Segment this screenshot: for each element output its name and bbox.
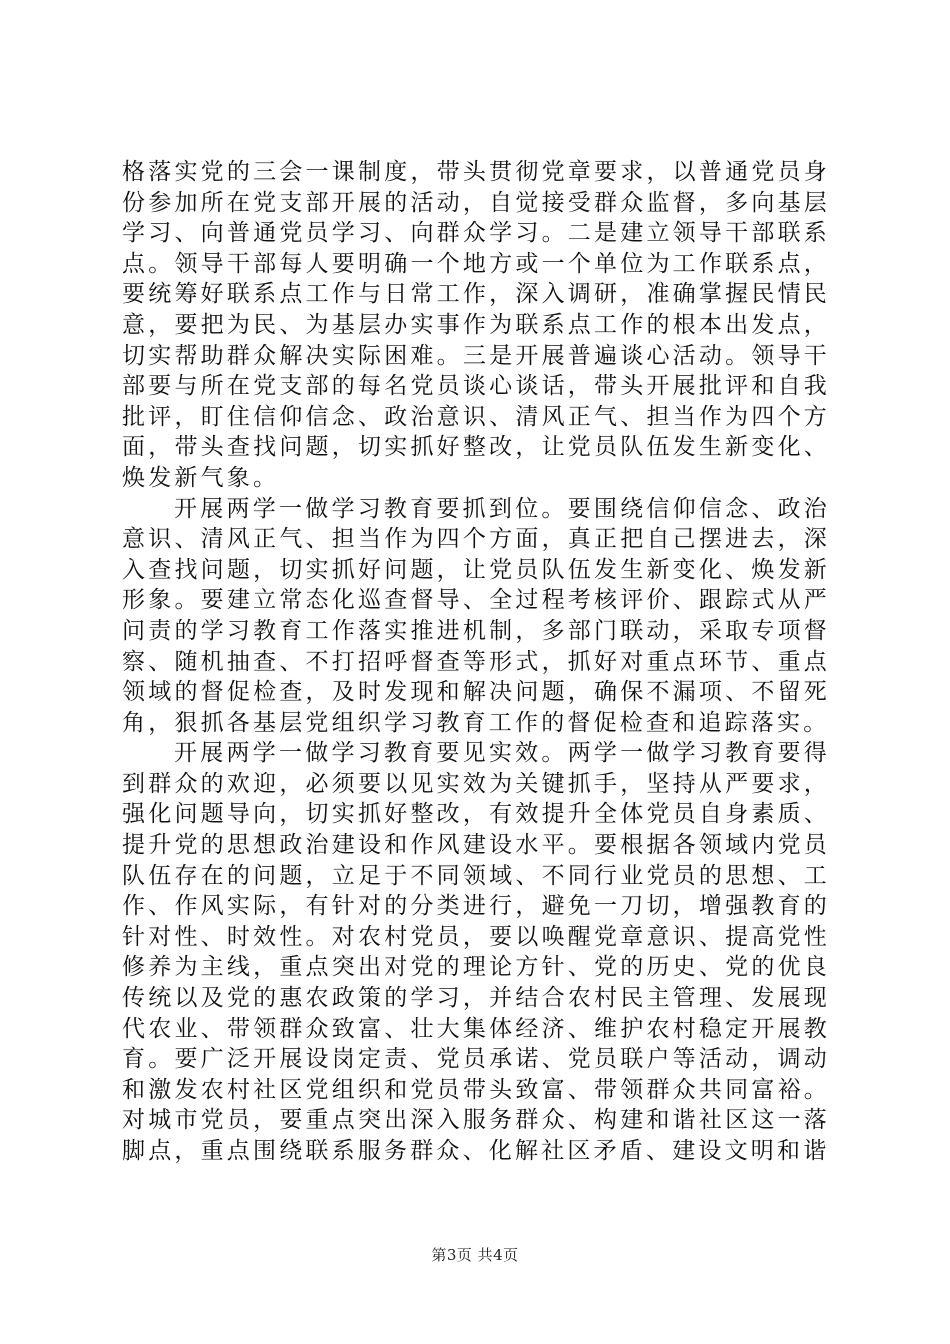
document-body xyxy=(122,157,830,1167)
paragraph-1: 格落实党的三会一课制度，带头贯彻党章要求，以普通党员身份参加所在党支部开展的活动，自觉接受群众监督，多向基层学习、向普通党员学习、向群众学习。二是建立领导干部联系点。领导干部每人要明确一个地方或一个单位为工作联系点，要统筹好联系点工作与日常工作，深入调研，准确掌握民情民意，要把为民、为基层办实事作为联系点工作的根本出发点，切实帮助群众解决实际困难。三是开展普遍谈心活动。领导干部要与所在党支部的每名党员谈心谈话，带头开展批评和自我批评，盯住信仰信念、政治意识、清风正气、担当作为四个方面，带头查找问题，切实抓好整改，让党员队伍发生新变化、焕发新气象。 xyxy=(122,159,830,491)
paragraph-3: 开展两学一做学习教育要见实效。两学一做学习教育要得到群众的欢迎，必须要以见实效为关键抓手，坚持从严要求，强化问题导向，切实抓好整改，有效提升全体党员自身素质、提升党的思想政治建设和作风建设水平。要根据各领域内党员队伍存在的问题，立足于不同领域、不同行业党员的思想、工作、作风实际，有针对的分类进行，避免一刀切，增强教育的针对性、时效性。对农村党员，要以唤醒党章意识、提高党性修养为主线，重点突出对党的理论方针、党的历史、党的优良传统以及党的惠农政策的学习，并结合农村民主管理、发展现代农业、带领群众致富、壮大集体经济、维护农村稳定开展教育。要广泛开展设岗定责、党员承诺、党员联户等活动，调动和激发农村社区党组织和党员带头致富、带领群众共同富裕。对城市党员，要重点突出深入服务群众、构建和谐社区这一落脚点，重点围绕联系服务群众、化解社区矛盾、建设文明和谐 xyxy=(122,740,830,1164)
page-number-footer: 第3页 共4页 xyxy=(431,1246,519,1264)
paragraph-2: 开展两学一做学习教育要抓到位。要围绕信仰信念、政治意识、清风正气、担当作为四个方面，真正把自己摆进去，深入查找问题，切实抓好问题，让党员队伍发生新变化、焕发新形象。要建立常态化巡查督导、全过程考核评价、跟踪式从严问责的学习教育工作落实推进机制，多部门联动，采取专项督察、随机抽查、不打招呼督查等形式，抓好对重点环节、重点领域的督促检查，及时发现和解决问题，确保不漏项、不留死角，狠抓各基层党组织学习教育工作的督促检查和追踪落实。 xyxy=(122,495,830,736)
